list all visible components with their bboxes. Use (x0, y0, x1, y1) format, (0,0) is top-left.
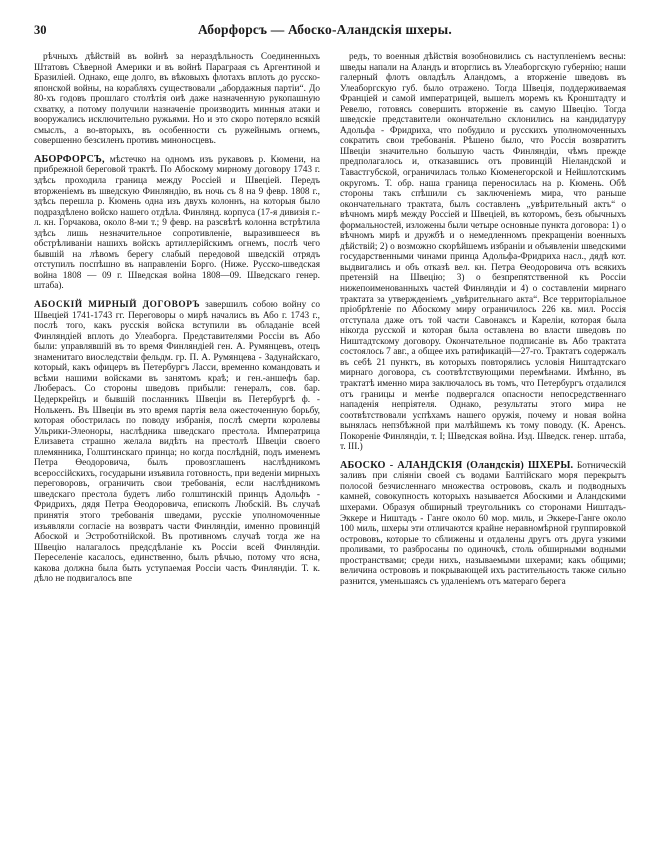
entry-body: мѣстечко на одномъ изъ рукавовъ р. Кюмени, на прибрежной береговой трактѣ. По Абоскому мирному договору 1743 г. здѣсь проходила граница между Россіей и Швеціей. Передъ вторженіемъ въ шведскую Финляндію, въ ночь съ 8 на 9 февр. 1808 г., здѣсь перешла р. Кюмень одна изъ двухъ колоннъ, на которыя было подраздѣлено войско нашего отдѣла. Финлянд. корпуса (17-я дивизія г.-л. кн. Горчакова, около 8-ми т.; 9 февр. на разсвѣтѣ колонна встрѣтила здѣсь лишь незначительное сопротивленіе, выразившееся въ обстрѣливаніи нашихъ войскъ артиллерійскимъ огнемъ, послѣ чего бывшій на лѣвомъ берегу слабый передовой шведскій отрядъ отступилъ поспѣшно въ направленіи Борго. (Ниже. Русско-шведская война 1808 — 09 г. Шведская война 1808—09. Шведскаго генер. штаба). (34, 154, 320, 292)
left-column (34, 52, 320, 820)
entry-headword: АБОРФОРСЪ, (34, 153, 105, 165)
entry-aborfors (34, 155, 320, 292)
right-column (340, 52, 626, 820)
entry-headword: АБОСКІЙ МИРНЫЙ ДОГОВОРЪ (34, 300, 201, 311)
text-columns (34, 52, 626, 820)
paragraph-continued: редъ, то военныя дѣйствія возобновились съ наступленіемъ весны: шведы напали на Аландъ и вторглись въ Улеаборгскую губернію; наши галерный флотъ овладѣлъ Аландомъ, а вторженіе шведовъ въ Улеаборгскую губ. было отражено. Тогда Швеція, поддерживаемая Франціей и самой императрицей, вышелъ моремъ къ Кронштадту и Ревелю, готовясь совершить вторженіе въ самую Швецію. Тогда шведскіе представители окончательно склонились на кандидатуру Адольфа - Фридриха, что побудило и русскихъ уполномоченныхъ сократить свои требованія. Рѣшено было, что Россія возвратитъ Швеціи значительно большую часть Финляндіи, чѣмъ прежде предполагалось и, отказавшись отъ провинцій Ніеландской и Тавастгубской, ограничилась только Кюменегорской и Нейшлотскимъ округомъ. Т. обр. наша граница переносилась на р. Кюмень. Обѣ стороны такъ спѣшили съ заключеніемъ мира, что раньше окончательнаго трактата, былъ составленъ „увѣрительный актъ“ о вѣчномъ мирѣ между Россіей и Швеціей, въ которомъ, безъ обычныхъ формальностей, изложены были четыре основные пункта договора: 1) о вѣчномъ мирѣ и дружбѣ и о немедленномъ прекращеніи военныхъ дѣйствій; 2) о возможно скорѣйшемъ избраніи и объявленіи шведскими государственными чинами принца Адольфа-Фридриха насл., дядѣ кот. выдвигались и объ отказѣ вел. кн. Петра Ѳеодоровича отъ всякихъ претензій на Швецію; 3) о безпрепятственной къ Россіи нижепоименованныхъ частей Финляндіи и 4) о составленіи мирнаго трактата за утвержденіемъ „увѣрительнаго акта“. Все территоріальное пріобрѣтеніе по Абоскому миру ограничилось 226 кв. мил. Россія отступала даже отъ той части Савонаксъ и Кареліи, которая была нікогда русской и которая была оставлена во власти шведовъ по Ништадтскому договору. Окончательное подписаніе въ Або трактата состоялось 7 авг., а общее ихъ ратификацій—27-го. Трактатъ содержалъ въ себѣ 21 пунктъ, въ которыхъ повторялись условія Ништадтскаго мирнаго договора, съ соотвѣтствующими перемѣнами. Имѣнно, въ трактатѣ именно мира заключалось въ томъ, что Петербургъ отдалился отъ границы и менѣе подвергался опасности непосредственнаго нападенія непріятеля. Однако, результаты этого мира не соотвѣтствовали успѣхамъ нашего оружія, почему и новая война вынялась непзбѣжной при малѣйшемъ къ тому поводу. (К. Аренсъ. Покореніе Финляндіи, т. І; Шведская война. Изд. Шведск. генер. штаба, т. ІІІ.) (340, 52, 626, 453)
page-number: 30 (34, 23, 47, 37)
entry-abo-aland-skerries (340, 461, 626, 588)
page-header (34, 22, 616, 38)
entry-body: завершилъ собою войну со Швеціей 1741-1743 гг. Переговоры о мирѣ начались въ Або г. 1743 г., послѣ того, какъ русскія войска вступили въ обладаніе всей Финляндіей вплоть до Улеаборга. Представителями Россіи въ Або были: управлявшій въ то время Финляндіей ген. А. Румянцевъ, отецъ знаменитаго виоследствіи фельдм. гр. П. А. Румянцева - Задунайскаго, который, какъ офицеръ въ Петербургъ Ласси, временно командовать и всѣми нашими войсками въ занятомъ краѣ; и ген.-аншефъ бар. Люберасъ. Со стороны шведовъ прибыли: генералъ, сов. бар. Цедеркрейцъ и бывшій посланникъ Швеціи въ Петербургѣ ф. - Нолькенъ. Въ Швеціи въ это время партія вела ожесточенную борьбу, которая обострилась по поводу избранія, послѣ смерти королевы Ульрики-Элеоноры, наслѣдника шведскаго престола. Императрица Елизавета страшно желала видѣть на престолѣ Швеціи своего племянника, Голштинскаго принца; но когда послѣдній, подъ именемъ Петра Ѳеодоровича, былъ провозглашенъ наслѣдникомъ всероссійскихъ, государыни изъявила готовность, при веденіи мирныхъ переговоровъ, ограничить свои требованія, если наслѣдникомъ шведскаго престола будетъ либо голштинскій принцъ Адольфъ - Фридрихъ, дядя Петра Ѳеодоровича, епископъ Любскій. Въ случаѣ принятія этого требованія шведами, русскіе уполномоченные изъявляли согласіе на возвратъ части Финляндіи, именно провинцій Абоской и Эстроботнійской. Въ противномъ случаѣ тогда же на Швецію налагалось предсдѣланіе къ Россіи всей Финляндіи. Переселеніе касалось, единственно, былъ рѣчью, потому что ясна, какова должна была быть уступаемая Россіи часть Финляндіи. Т. к. дѣло не подвигалось впе (34, 300, 320, 585)
running-title: Аборфорсъ — Абоско-Аландскія шхеры. (198, 22, 452, 37)
entry-body: Ботническій заливъ при сліяніи своей съ водами Балтійскаго моря перекрытъ полосой безчисленнаго множества острововъ, скалъ и подводныхъ камней, совокупность которыхъ называется Абоскими и Аландскими шхерами. Образуя обширный треугольникъ со сторонами Ништадъ-Эккере и Ништадъ - Ганге около 60 мор. миль, и Эккере-Ганге около 100 миль, шхеры эти отличаются крайне неравномѣрной группировкой острововъ, которые то сближены и отдалены другъ отъ друга узкими проливами, то разбросаны по одиночкѣ, столь обширными водными пространствами; среди нихъ, называемыми шхерами; какъ общими; величина острововъ и покрывающей ихъ растительность также сильно разнится, уменьшаясь съ удаленіемъ отъ матераго берега (340, 460, 626, 587)
entry-headword: АБОСКО - АЛАНДСКІЯ (Оландскія) ШХЕРЫ. (340, 459, 574, 471)
paragraph-continued: рѣчныхъ дѣйствій въ войнѣ за нераздѣльность Соединенныхъ Штатовъ Сѣверной Америки и въ войнѣ Параграая съ Аргентиной и Бразиліей. Однако, еще долго, въ вѣковыхъ флотахъ вплоть до русско-японской войны, на корабляхъ существовали „абордажныя партіи“. До 80-хъ годовъ прошлаго столѣтія оиѣ даже назначенную рукопашную схватку, а потому получили назначеніе производить минныя атаки и вооружались исключительно ружьями. Но и это скоро потеряло всякій смыслъ, а во-вторыхъ, въ особенности съ ружейнымъ огнемъ, совершенно безсиленъ противъ миноносцевъ. (34, 52, 320, 147)
entry-abo-peace-treaty (34, 300, 320, 585)
